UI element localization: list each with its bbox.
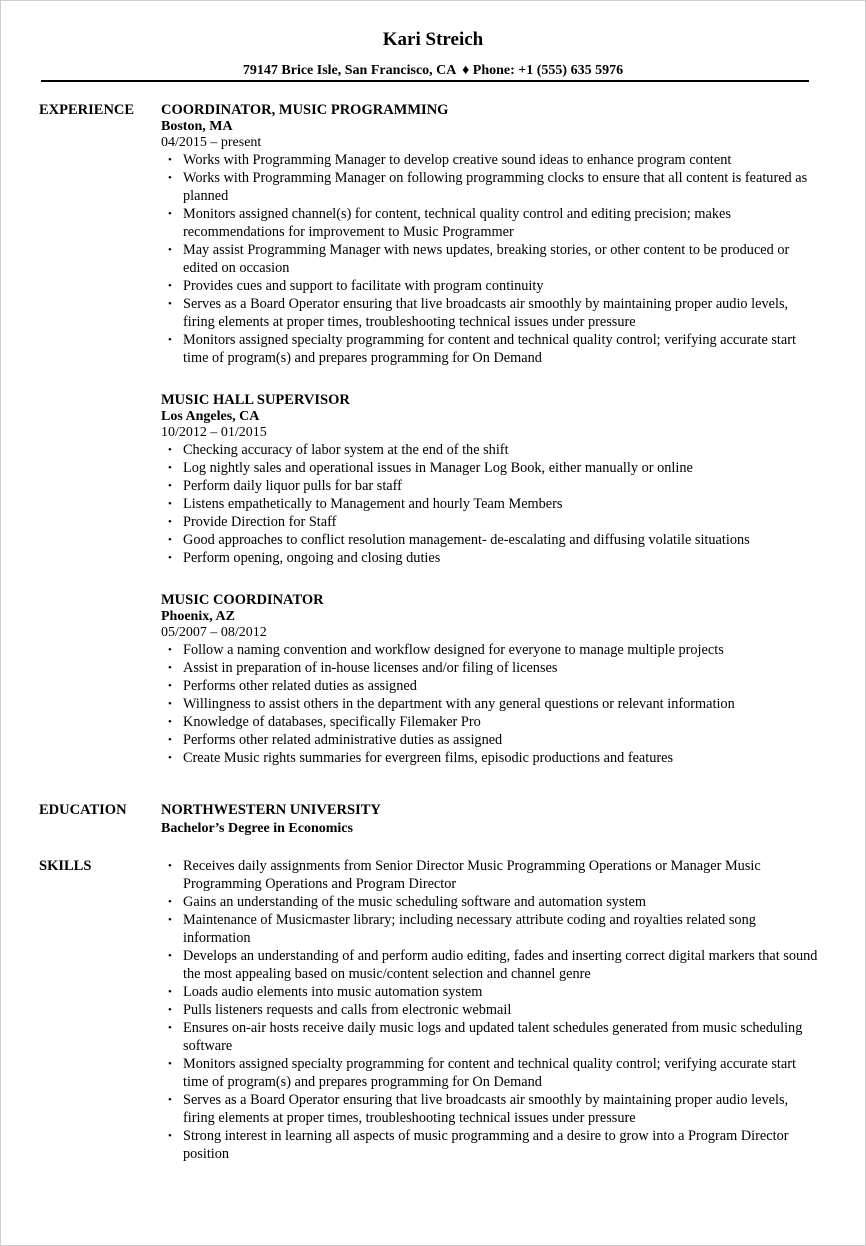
duty-item: • Log nightly sales and operational issues in Manager Log Book, either manually or online — [161, 459, 821, 477]
job-dates: 04/2015 – present — [161, 135, 262, 150]
duty-item: • Works with Programming Manager to develop creative sound ideas to enhance program content — [161, 151, 821, 169]
duty-item: • Create Music rights summaries for evergreen films, episodic productions and features — [161, 749, 821, 767]
duty-item: • Good approaches to conflict resolution management- de-escalating and diffusing volatile situations — [161, 531, 821, 549]
skill-item: • Gains an understanding of the music scheduling software and automation system — [161, 893, 821, 911]
resume-header — [0, 28, 866, 80]
section-label-skills: SKILLS — [39, 858, 92, 874]
job-duties — [161, 641, 821, 767]
job-title: MUSIC COORDINATOR — [161, 592, 324, 608]
phone: Phone: +1 (555) 635 5976 — [472, 63, 624, 78]
skill-item: • Pulls listeners requests and calls from electronic webmail — [161, 1001, 821, 1019]
school-name: NORTHWESTERN UNIVERSITY — [161, 802, 381, 818]
duty-item: • Follow a naming convention and workflow designed for everyone to manage multiple projects — [161, 641, 821, 659]
job-entry — [161, 591, 821, 767]
duty-item: • Checking accuracy of labor system at the end of the shift — [161, 441, 821, 459]
duty-item: • Works with Programming Manager on following programming clocks to ensure that all content is featured as planned — [161, 169, 821, 205]
duty-item: • Perform daily liquor pulls for bar staff — [161, 477, 821, 495]
job-location: Los Angeles, CA — [161, 409, 260, 424]
job-title: MUSIC HALL SUPERVISOR — [161, 392, 350, 408]
section-label-experience: EXPERIENCE — [39, 102, 135, 118]
duty-item: • Provides cues and support to facilitate with program continuity — [161, 277, 821, 295]
job-entry — [161, 391, 821, 567]
duty-item: • Perform opening, ongoing and closing duties — [161, 549, 821, 567]
duty-item: • Willingness to assist others in the department with any general questions or relevant information — [161, 695, 821, 713]
job-duties — [161, 151, 821, 367]
degree: Bachelor’s Degree in Economics — [161, 821, 353, 836]
duty-item: • Listens empathetically to Management and hourly Team Members — [161, 495, 821, 513]
duty-item: • Monitors assigned specialty programming for content and technical quality control; verifying accurate start time of program(s) and prepares programming for On Demand — [161, 331, 821, 367]
diamond-separator-icon: ♦ — [462, 63, 470, 78]
skill-item: • Strong interest in learning all aspects of music programming and a desire to grow into a Program Director position — [161, 1127, 821, 1163]
skill-item: • Ensures on-air hosts receive daily music logs and updated talent schedules generated from music scheduling software — [161, 1019, 821, 1055]
experience-list — [161, 101, 821, 791]
skill-item: • Serves as a Board Operator ensuring that live broadcasts air smoothly by maintaining proper audio levels, firing elements at proper times, troubleshooting technical issues under pressure — [161, 1091, 821, 1127]
skills-list — [161, 857, 821, 1163]
skill-item: • Maintenance of Musicmaster library; including necessary attribute coding and royalties related song information — [161, 911, 821, 947]
duty-item: • Knowledge of databases, specifically Filemaker Pro — [161, 713, 821, 731]
job-entry — [161, 101, 821, 367]
header-divider — [41, 80, 809, 82]
candidate-name: Kari Streich — [382, 29, 484, 50]
address: 79147 Brice Isle, San Francisco, CA — [242, 63, 456, 78]
duty-item: • Monitors assigned channel(s) for content, technical quality control and editing precision; makes recommendations for improvement to Music Programmer — [161, 205, 821, 241]
job-duties — [161, 441, 821, 567]
contact-line — [0, 62, 866, 80]
duty-item: • May assist Programming Manager with news updates, breaking stories, or other content to be produced or edited on occasion — [161, 241, 821, 277]
job-title: COORDINATOR, MUSIC PROGRAMMING — [161, 102, 449, 118]
job-location: Phoenix, AZ — [161, 609, 235, 624]
duty-item: • Assist in preparation of in-house licenses and/or filing of licenses — [161, 659, 821, 677]
skills-list-wrap — [161, 857, 821, 1163]
job-dates: 05/2007 – 08/2012 — [161, 625, 267, 640]
job-location: Boston, MA — [161, 119, 233, 134]
duty-item: • Performs other related duties as assigned — [161, 677, 821, 695]
duty-item: • Performs other related administrative duties as assigned — [161, 731, 821, 749]
duty-item: • Provide Direction for Staff — [161, 513, 821, 531]
duty-item: • Serves as a Board Operator ensuring that live broadcasts air smoothly by maintaining proper audio levels, firing elements at proper times, troubleshooting technical issues under pressure — [161, 295, 821, 331]
education-entry — [161, 801, 821, 837]
skill-item: • Develops an understanding of and perform audio editing, fades and inserting correct digital markers that sound the most appealing based on music/content selection and channel genre — [161, 947, 821, 983]
section-label-education: EDUCATION — [39, 802, 127, 818]
skill-item: • Loads audio elements into music automation system — [161, 983, 821, 1001]
job-dates: 10/2012 – 01/2015 — [161, 425, 267, 440]
skill-item: • Monitors assigned specialty programming for content and technical quality control; verifying accurate start time of program(s) and prepares programming for On Demand — [161, 1055, 821, 1091]
skill-item: • Receives daily assignments from Senior Director Music Programming Operations or Manager Music Programming Operations and Program Director — [161, 857, 821, 893]
